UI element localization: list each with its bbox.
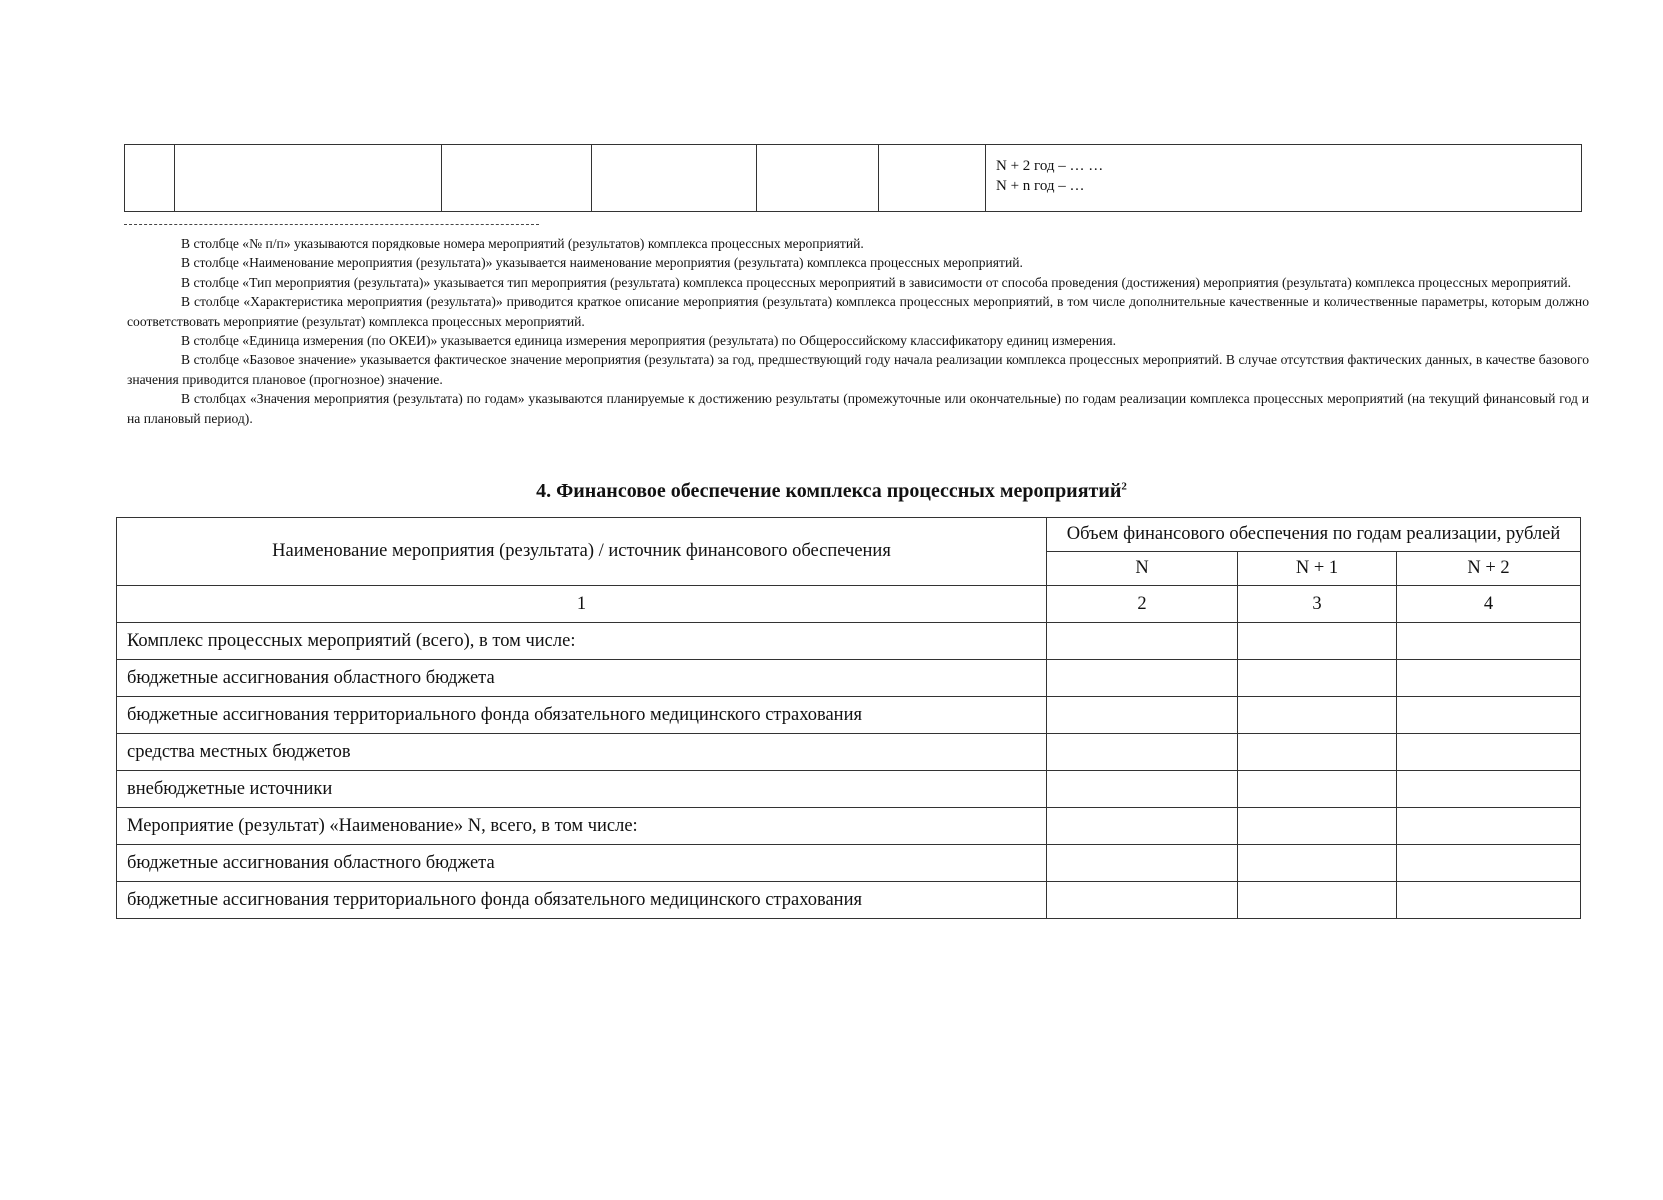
row-name: Мероприятие (результат) «Наименование» N, всего, в том числе: [117, 808, 1047, 845]
table-row [117, 808, 1581, 845]
footnote-paragraph: В столбце «Наименование мероприятия (результата)» указывается наименование мероприятия (результата) комплекса процессных мероприятий. [181, 255, 1023, 271]
row-name: средства местных бюджетов [117, 734, 1047, 771]
continued-table-row [125, 145, 1582, 212]
column-number: 1 [117, 586, 1047, 623]
row-name: бюджетные ассигнования областного бюджета [117, 660, 1047, 697]
value-cell [1397, 660, 1581, 697]
value-cell [1397, 808, 1581, 845]
footnote-paragraph: В столбце «Характеристика мероприятия (результата)» приводится краткое описание мероприятия (результата) комплекса процессных мероприятий, в том числе дополнительные качественные и количественные параметры, которым должно соответствовать мероприятие (результат) комплекса процессных мероприятий. [127, 294, 1589, 329]
column-number: 2 [1047, 586, 1238, 623]
year-header-n-plus-1: N + 1 [1238, 552, 1397, 586]
value-cell [1238, 734, 1397, 771]
footnote-paragraph: В столбце «Единица измерения (по ОКЕИ)» указывается единица измерения мероприятия (результата) по Общероссийскому классификатору единиц измерения. [181, 333, 1116, 349]
year-header-n-plus-2: N + 2 [1397, 552, 1581, 586]
row-name: Комплекс процессных мероприятий (всего), в том числе: [117, 623, 1047, 660]
value-cell [1397, 623, 1581, 660]
years-note-cell [986, 145, 1582, 212]
table-cell [757, 145, 879, 212]
table-cell [175, 145, 442, 212]
row-name: внебюджетные источники [117, 771, 1047, 808]
value-cell [1047, 845, 1238, 882]
table-row [117, 845, 1581, 882]
continued-table [124, 144, 1582, 212]
value-cell [1047, 734, 1238, 771]
years-note-line: N + n год – … [996, 178, 1085, 194]
value-cell [1047, 660, 1238, 697]
value-cell [1238, 697, 1397, 734]
value-cell [1047, 623, 1238, 660]
row-name: бюджетные ассигнования территориального фонда обязательного медицинского страхования [117, 697, 1047, 734]
table-row [117, 660, 1581, 697]
footnote-paragraph: В столбце «№ п/п» указываются порядковые номера мероприятий (результатов) комплекса процессных мероприятий. [181, 236, 864, 251]
table-cell [125, 145, 175, 212]
value-cell [1238, 660, 1397, 697]
table-row [117, 771, 1581, 808]
table-row [117, 697, 1581, 734]
table-row [117, 734, 1581, 771]
value-cell [1397, 845, 1581, 882]
value-cell [1397, 697, 1581, 734]
years-note-line: N + 2 год – … … [996, 158, 1104, 174]
section-title [0, 478, 1663, 504]
column-number: 4 [1397, 586, 1581, 623]
value-cell [1047, 808, 1238, 845]
value-cell [1397, 734, 1581, 771]
footnotes [127, 234, 1589, 428]
table-row [117, 623, 1581, 660]
table-cell [592, 145, 757, 212]
header-row [117, 518, 1581, 552]
footnote-mark: 2 [1121, 480, 1127, 493]
column-number-row [117, 586, 1581, 623]
value-cell [1238, 882, 1397, 919]
footnote-paragraph: В столбцах «Значения мероприятия (результата) по годам» указываются планируемые к достижению результаты (промежуточные или окончательные) по годам реализации комплекса процессных мероприятий (на текущий финансовый год и на плановый период). [127, 391, 1589, 426]
value-cell [1238, 808, 1397, 845]
row-name: бюджетные ассигнования областного бюджета [117, 845, 1047, 882]
row-name: бюджетные ассигнования территориального фонда обязательного медицинского страхования [117, 882, 1047, 919]
value-cell [1047, 882, 1238, 919]
table-row [117, 882, 1581, 919]
table-cell [442, 145, 592, 212]
footnote-paragraph: В столбце «Тип мероприятия (результата)» указывается тип мероприятия (результата) комплекса процессных мероприятий в зависимости от способа проведения (достижения) мероприятия (результата) комплекса процессных мероприятий. [181, 274, 1572, 290]
value-cell [1397, 882, 1581, 919]
column-number: 3 [1238, 586, 1397, 623]
volume-column-header: Объем финансового обеспечения по годам реализации, рублей [1047, 518, 1581, 552]
value-cell [1238, 845, 1397, 882]
value-cell [1238, 623, 1397, 660]
name-column-header: Наименование мероприятия (результата) / источник финансового обеспечения [117, 518, 1047, 586]
value-cell [1397, 771, 1581, 808]
value-cell [1238, 771, 1397, 808]
footnote-paragraph: В столбце «Базовое значение» указывается фактическое значение мероприятия (результата) за год, предшествующий году начала реализации комплекса процессных мероприятий. В случае отсутствия фактических данных, в качестве базового значения приводится плановое (прогнозное) значение. [127, 352, 1589, 387]
footnote-separator [124, 224, 539, 225]
section-title-text: 4. Финансовое обеспечение комплекса процессных мероприятий [536, 480, 1122, 502]
finance-table [116, 517, 1581, 919]
value-cell [1047, 697, 1238, 734]
value-cell [1047, 771, 1238, 808]
year-header-n: N [1047, 552, 1238, 586]
table-cell [879, 145, 986, 212]
